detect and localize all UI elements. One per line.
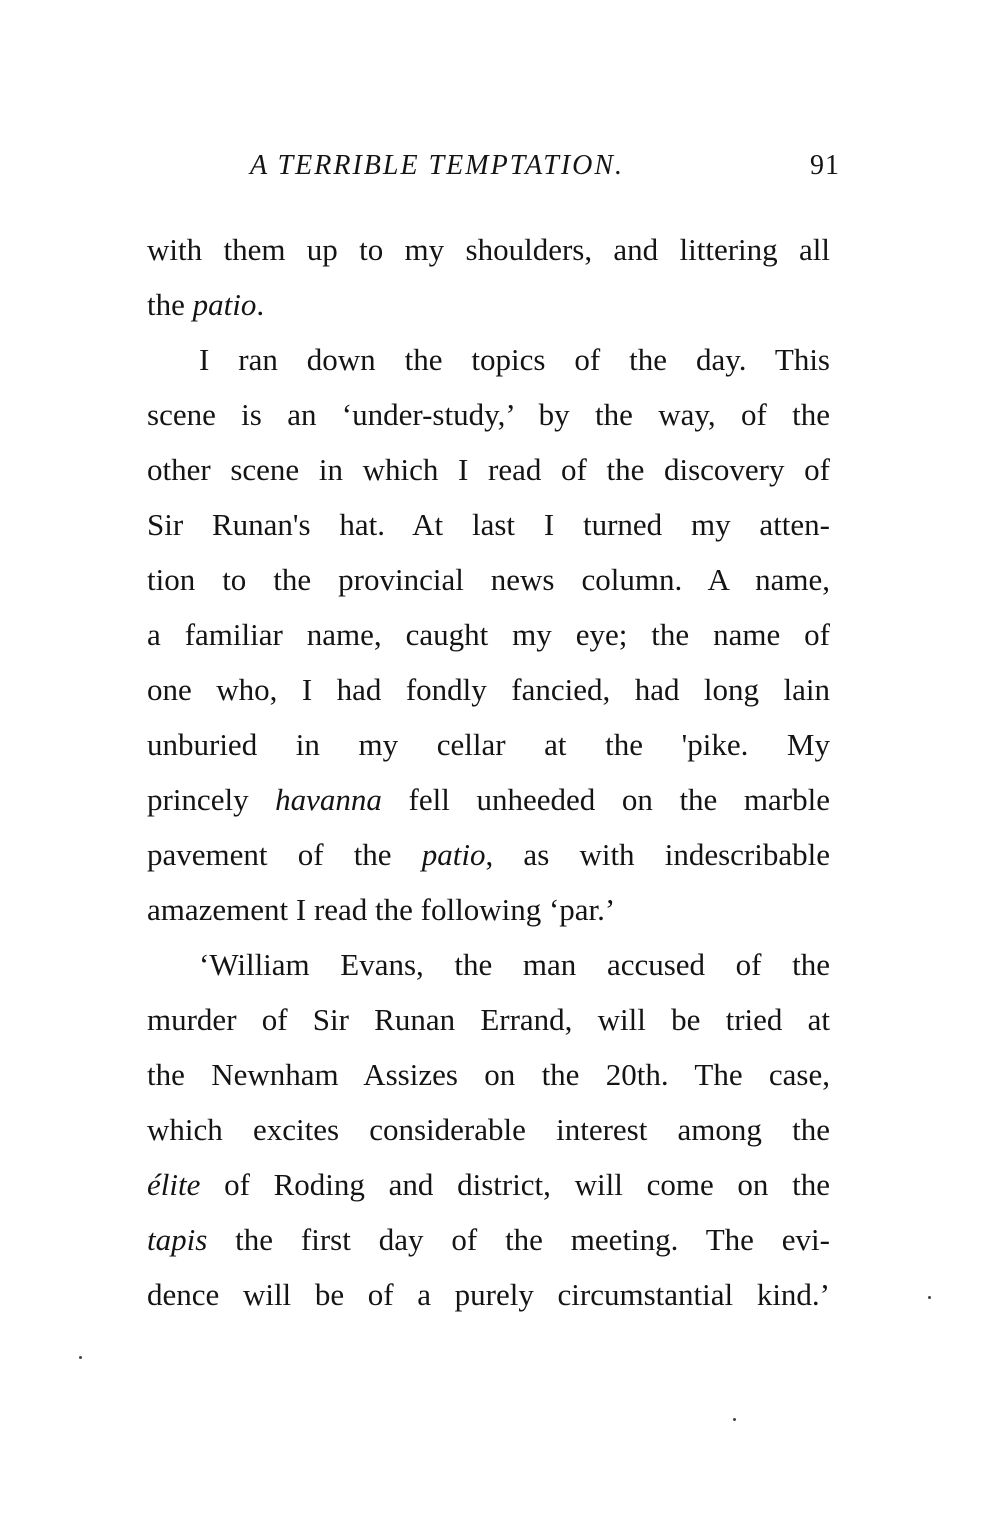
body-text <box>147 222 830 1322</box>
text-line: princely havanna fell unheeded on the marble <box>147 782 830 817</box>
text-line: with them up to my shoulders, and littering all <box>147 232 830 267</box>
text-line: dence will be of a purely circumstantial kind.’ <box>147 1277 830 1312</box>
scan-speck <box>733 1418 736 1421</box>
text-line: amazement I read the following ‘par.’ <box>147 892 616 927</box>
running-head <box>140 150 840 194</box>
text-line: which excites considerable interest among the <box>147 1112 830 1147</box>
text-line: ‘William Evans, the man accused of the <box>199 947 830 982</box>
text-line: murder of Sir Runan Errand, will be tried at <box>147 1002 830 1037</box>
text-line: unburied in my cellar at the 'pike. My <box>147 727 830 762</box>
text-line: a familiar name, caught my eye; the name of <box>147 617 830 652</box>
paragraph-quoted-notice <box>147 937 830 1322</box>
scan-speck <box>79 1356 82 1359</box>
text-line: the Newnham Assizes on the 20th. The case, <box>147 1057 830 1092</box>
text-line: the patio. <box>147 287 265 322</box>
text-line: other scene in which I read of the discovery of <box>147 452 830 487</box>
text-line: tion to the provincial news column. A name, <box>147 562 830 597</box>
text-line: scene is an ‘under-study,’ by the way, of the <box>147 397 830 432</box>
running-title: A TERRIBLE TEMPTATION. <box>250 150 625 181</box>
paragraph-topics <box>147 332 830 937</box>
paragraph-continuation <box>147 222 830 332</box>
text-line: élite of Roding and district, will come on the <box>147 1167 830 1202</box>
page-number: 91 <box>810 150 840 181</box>
text-line: I ran down the topics of the day. This <box>199 342 830 377</box>
text-line: tapis the first day of the meeting. The evi- <box>147 1222 830 1257</box>
text-line: one who, I had fondly fancied, had long lain <box>147 672 830 707</box>
text-line: Sir Runan's hat. At last I turned my atten- <box>147 507 830 542</box>
text-line: pavement of the patio, as with indescribable <box>147 837 831 872</box>
scan-speck <box>928 1296 931 1299</box>
